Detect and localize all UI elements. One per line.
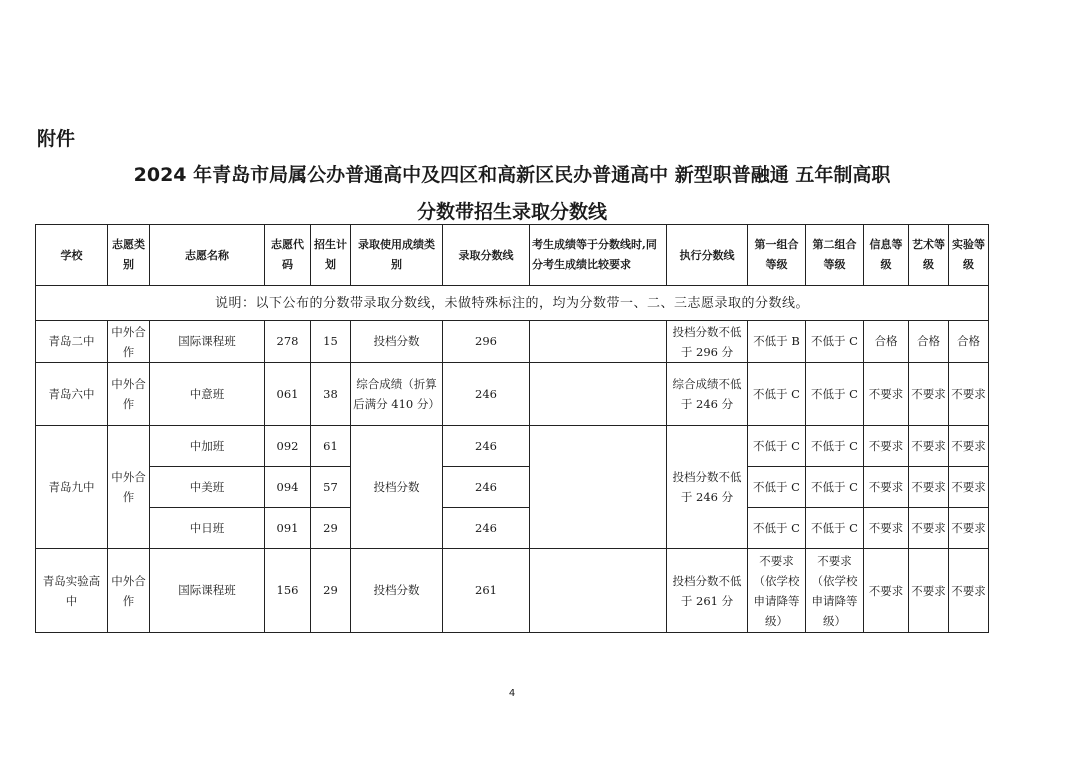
cell-group2: 不要求（依学校申请降等级） xyxy=(806,549,864,633)
cell-tie xyxy=(530,363,667,426)
cell-category: 中外合作 xyxy=(108,321,150,363)
header-lab: 实验等级 xyxy=(949,225,989,286)
cell-code: 061 xyxy=(265,363,311,426)
cell-group2: 不低于 C xyxy=(806,508,864,549)
cell-line: 296 xyxy=(443,321,530,363)
cell-lab: 不要求 xyxy=(949,508,989,549)
cell-art: 不要求 xyxy=(909,549,949,633)
note-text: 说明：以下公布的分数带录取分数线，未做特殊标注的，均为分数带一、二、三志愿录取的分数线。 xyxy=(36,286,989,321)
header-group2: 第二组合等级 xyxy=(806,225,864,286)
table-row xyxy=(36,363,989,426)
cell-code: 092 xyxy=(265,426,311,467)
header-group1: 第一组合等级 xyxy=(748,225,806,286)
cell-name: 中加班 xyxy=(150,426,265,467)
table-row xyxy=(36,549,989,633)
cell-tie xyxy=(530,549,667,633)
cell-score-type: 投档分数 xyxy=(351,321,443,363)
cell-line: 246 xyxy=(443,426,530,467)
cell-art: 合格 xyxy=(909,321,949,363)
cell-group2: 不低于 C xyxy=(806,467,864,508)
cell-score-type: 投档分数 xyxy=(351,549,443,633)
cell-group2: 不低于 C xyxy=(806,321,864,363)
cell-plan: 61 xyxy=(311,426,351,467)
cell-line: 246 xyxy=(443,508,530,549)
document-title-line1: 2024 年青岛市局属公办普通高中及四区和高新区民办普通高中 新型职普融通 五年制高职 xyxy=(133,164,891,186)
header-info: 信息等级 xyxy=(864,225,909,286)
header-category: 志愿类别 xyxy=(108,225,150,286)
cell-exec: 投档分数不低于 296 分 xyxy=(667,321,748,363)
cell-category: 中外合作 xyxy=(108,363,150,426)
admission-score-table xyxy=(35,224,989,633)
cell-school: 青岛九中 xyxy=(36,426,108,549)
header-school: 学校 xyxy=(36,225,108,286)
cell-art: 不要求 xyxy=(909,363,949,426)
cell-line: 261 xyxy=(443,549,530,633)
cell-name: 中意班 xyxy=(150,363,265,426)
cell-tie xyxy=(530,321,667,363)
cell-group1: 不低于 C xyxy=(748,508,806,549)
cell-exec: 投档分数不低于 246 分 xyxy=(667,426,748,549)
cell-category: 中外合作 xyxy=(108,426,150,549)
cell-line: 246 xyxy=(443,363,530,426)
cell-group1: 不低于 C xyxy=(748,467,806,508)
cell-line: 246 xyxy=(443,467,530,508)
cell-group1: 不低于 C xyxy=(748,363,806,426)
cell-name: 国际课程班 xyxy=(150,549,265,633)
cell-art: 不要求 xyxy=(909,467,949,508)
header-plan: 招生计划 xyxy=(311,225,351,286)
cell-plan: 29 xyxy=(311,508,351,549)
cell-category: 中外合作 xyxy=(108,549,150,633)
cell-code: 091 xyxy=(265,508,311,549)
cell-group1: 不低于 C xyxy=(748,426,806,467)
table-row xyxy=(36,426,989,467)
page-number: 4 xyxy=(508,688,516,699)
cell-lab: 不要求 xyxy=(949,549,989,633)
cell-code: 156 xyxy=(265,549,311,633)
document-title-line2: 分数带招生录取分数线 xyxy=(416,201,607,223)
cell-lab: 合格 xyxy=(949,321,989,363)
cell-group1: 不低于 B xyxy=(748,321,806,363)
cell-score-type: 综合成绩（折算后满分 410 分） xyxy=(351,363,443,426)
cell-exec: 综合成绩不低于 246 分 xyxy=(667,363,748,426)
cell-name: 中日班 xyxy=(150,508,265,549)
note-row xyxy=(36,286,989,321)
cell-code: 278 xyxy=(265,321,311,363)
table-row xyxy=(36,467,989,508)
cell-info: 不要求 xyxy=(864,508,909,549)
cell-name: 国际课程班 xyxy=(150,321,265,363)
cell-info: 不要求 xyxy=(864,467,909,508)
cell-plan: 15 xyxy=(311,321,351,363)
cell-school: 青岛二中 xyxy=(36,321,108,363)
table-header-row xyxy=(36,225,989,286)
cell-tie xyxy=(530,426,667,549)
header-code: 志愿代码 xyxy=(265,225,311,286)
cell-info: 不要求 xyxy=(864,426,909,467)
table-row xyxy=(36,321,989,363)
cell-lab: 不要求 xyxy=(949,363,989,426)
header-exec: 执行分数线 xyxy=(667,225,748,286)
header-tie: 考生成绩等于分数线时,同分考生成绩比较要求 xyxy=(530,225,667,286)
cell-plan: 57 xyxy=(311,467,351,508)
cell-school: 青岛实验高中 xyxy=(36,549,108,633)
header-art: 艺术等级 xyxy=(909,225,949,286)
header-score-type: 录取使用成绩类别 xyxy=(351,225,443,286)
cell-lab: 不要求 xyxy=(949,467,989,508)
cell-plan: 29 xyxy=(311,549,351,633)
table-row xyxy=(36,508,989,549)
cell-group2: 不低于 C xyxy=(806,363,864,426)
cell-exec: 投档分数不低于 261 分 xyxy=(667,549,748,633)
cell-code: 094 xyxy=(265,467,311,508)
cell-lab: 不要求 xyxy=(949,426,989,467)
cell-info: 不要求 xyxy=(864,363,909,426)
cell-art: 不要求 xyxy=(909,508,949,549)
cell-info: 合格 xyxy=(864,321,909,363)
cell-info: 不要求 xyxy=(864,549,909,633)
cell-plan: 38 xyxy=(311,363,351,426)
header-line: 录取分数线 xyxy=(443,225,530,286)
cell-art: 不要求 xyxy=(909,426,949,467)
cell-group1: 不要求（依学校申请降等级） xyxy=(748,549,806,633)
header-name: 志愿名称 xyxy=(150,225,265,286)
attachment-label: 附件 xyxy=(37,128,76,150)
cell-name: 中美班 xyxy=(150,467,265,508)
cell-school: 青岛六中 xyxy=(36,363,108,426)
cell-group2: 不低于 C xyxy=(806,426,864,467)
cell-score-type: 投档分数 xyxy=(351,426,443,549)
